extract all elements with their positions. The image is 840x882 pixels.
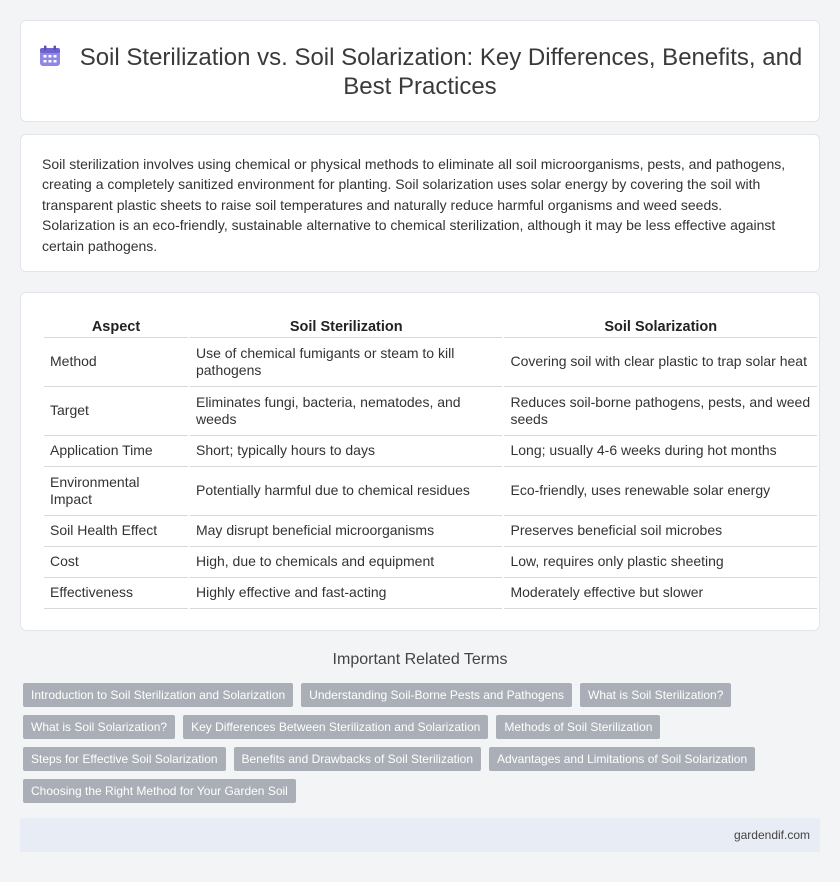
related-term-link[interactable]: What is Soil Solarization?: [23, 715, 175, 739]
page-title-text: Soil Sterilization vs. Soil Solarization: Key Differences, Benefits, and Best Practices: [79, 44, 803, 100]
row-sterilization: Short; typically hours to days: [190, 436, 503, 467]
row-solarization: Preserves beneficial soil microbes: [504, 516, 817, 547]
row-solarization: Moderately effective but slower: [504, 578, 817, 609]
related-term-link[interactable]: Choosing the Right Method for Your Garden Soil: [23, 779, 296, 803]
related-term-link[interactable]: Introduction to Soil Sterilization and Solarization: [23, 683, 293, 707]
related-terms-title: Important Related Terms: [332, 651, 508, 668]
table-row: [44, 547, 817, 578]
row-aspect: Target: [44, 387, 188, 436]
related-term-link[interactable]: Key Differences Between Sterilization and Solarization: [183, 715, 488, 739]
related-term-link[interactable]: Steps for Effective Soil Solarization: [23, 747, 226, 771]
row-aspect: Application Time: [44, 436, 188, 467]
related-term-link[interactable]: What is Soil Sterilization?: [580, 683, 731, 707]
row-sterilization: Use of chemical fumigants or steam to kill pathogens: [190, 338, 503, 387]
row-sterilization: High, due to chemicals and equipment: [190, 547, 503, 578]
related-term-link[interactable]: Benefits and Drawbacks of Soil Sterilization: [234, 747, 481, 771]
row-solarization: Reduces soil-borne pathogens, pests, and weed seeds: [504, 387, 817, 436]
site-name[interactable]: gardendif.com: [733, 828, 810, 842]
header-soil-solarization: Soil Solarization: [504, 316, 817, 338]
row-solarization: Covering soil with clear plastic to trap solar heat: [504, 338, 817, 387]
table-row: [44, 338, 817, 387]
row-aspect: Effectiveness: [44, 578, 188, 609]
header-soil-sterilization: Soil Sterilization: [190, 316, 503, 338]
row-aspect: Cost: [44, 547, 188, 578]
intro-card: [20, 134, 820, 272]
row-sterilization: Highly effective and fast-acting: [190, 578, 503, 609]
row-aspect: Soil Health Effect: [44, 516, 188, 547]
row-aspect: Method: [44, 338, 188, 387]
row-aspect: Environmental Impact: [44, 467, 188, 516]
row-sterilization: Potentially harmful due to chemical residues: [190, 467, 503, 516]
intro-paragraph: Soil sterilization involves using chemical or physical methods to eliminate all soil microorganisms, pests, and pathogens, creating a completely sanitized environment for planting. Soil solarization uses solar energy by covering the soil with transparent plastic sheets to raise soil temperatures and naturally reduce harmful organisms and weed seeds. Solarization is an eco-friendly, sustainable alternative to chemical sterilization, although it may be less effective against certain pathogens.: [42, 156, 786, 254]
table-row: [44, 467, 817, 516]
related-term-link[interactable]: Advantages and Limitations of Soil Solarization: [489, 747, 755, 771]
header-card: [20, 20, 820, 122]
related-term-link[interactable]: Understanding Soil-Borne Pests and Pathogens: [301, 683, 572, 707]
comparison-card: [20, 292, 820, 631]
table-row: [44, 516, 817, 547]
table-row: [44, 436, 817, 467]
table-header-row: [44, 316, 817, 338]
header-aspect: Aspect: [44, 316, 188, 338]
row-sterilization: May disrupt beneficial microorganisms: [190, 516, 503, 547]
calendar-icon: [38, 44, 62, 68]
table-row: [44, 387, 817, 436]
row-solarization: Eco-friendly, uses renewable solar energy: [504, 467, 817, 516]
comparison-table: [42, 316, 819, 609]
table-row: [44, 578, 817, 609]
related-term-link[interactable]: Methods of Soil Sterilization: [496, 715, 660, 739]
footer: [20, 818, 820, 852]
related-terms-list: [23, 683, 783, 803]
row-solarization: Long; usually 4-6 weeks during hot months: [504, 436, 817, 467]
row-sterilization: Eliminates fungi, bacteria, nematodes, and weeds: [190, 387, 503, 436]
row-solarization: Low, requires only plastic sheeting: [504, 547, 817, 578]
page-title: [21, 43, 819, 101]
